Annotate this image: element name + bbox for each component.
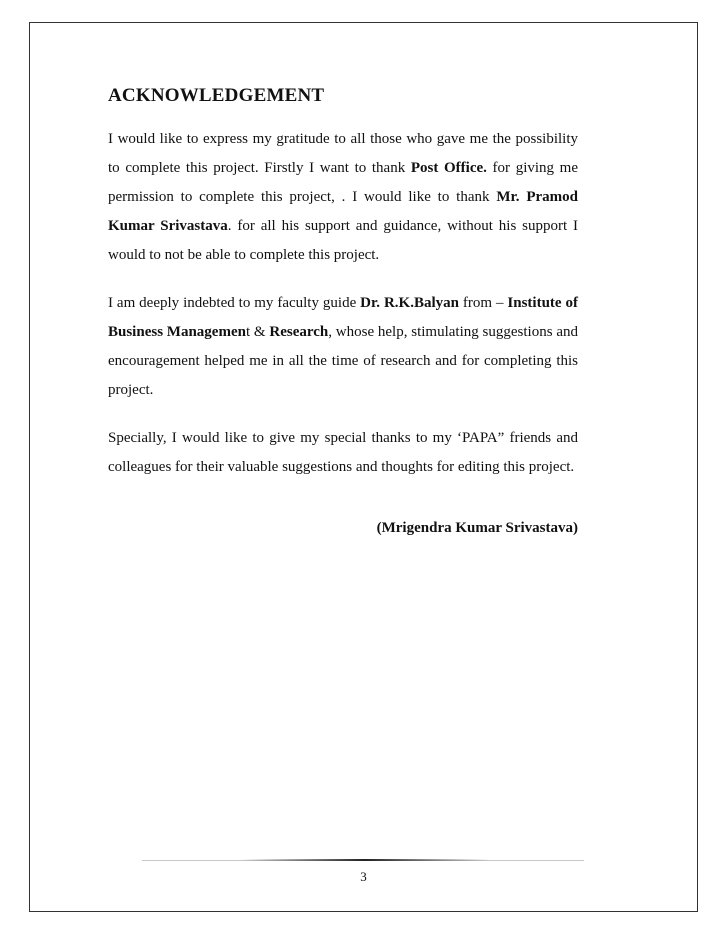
page-border [29, 22, 698, 912]
text-span: I am deeply indebted to my faculty guide [108, 295, 361, 311]
paragraph-gratitude [108, 125, 578, 270]
footer-divider-accent [240, 859, 490, 861]
text-span: , whose help, stimulating suggestions and encouragement helped me in all the time of research and for completing this project. [108, 324, 578, 398]
signature: (Mrigendra Kumar Srivastava) [376, 520, 578, 536]
text-span: t & [245, 324, 270, 340]
page-title: ACKNOWLEDGEMENT [108, 85, 325, 106]
bold-research: Research [269, 324, 329, 340]
paragraph-special-thanks: Specially, I would like to give my special thanks to my ‘PAPA” friends and colleagues for their valuable suggestions and thoughts for editing this project. [108, 430, 578, 475]
bold-guide-name: Dr. R.K.Balyan [360, 295, 459, 311]
text-span: . for all his support and guidance, without his support I would to not be able to complete this project. [108, 218, 578, 263]
text-span: from – [458, 295, 508, 311]
paragraph-faculty-guide [108, 289, 578, 405]
bold-post-office: Post Office. [410, 160, 487, 176]
document-body [108, 85, 578, 537]
text-span: for giving me permission to complete this project, . I would like to thank [108, 160, 578, 205]
page-number: 3 [360, 869, 367, 884]
bold-institute-name: Institute of Business Managemen [108, 295, 578, 340]
bold-person-name: Mr. Pramod Kumar Srivastava [108, 189, 578, 234]
text-span: I would like to express my gratitude to all those who gave me the possibility to complete this project. Firstly I want to thank [108, 131, 578, 176]
